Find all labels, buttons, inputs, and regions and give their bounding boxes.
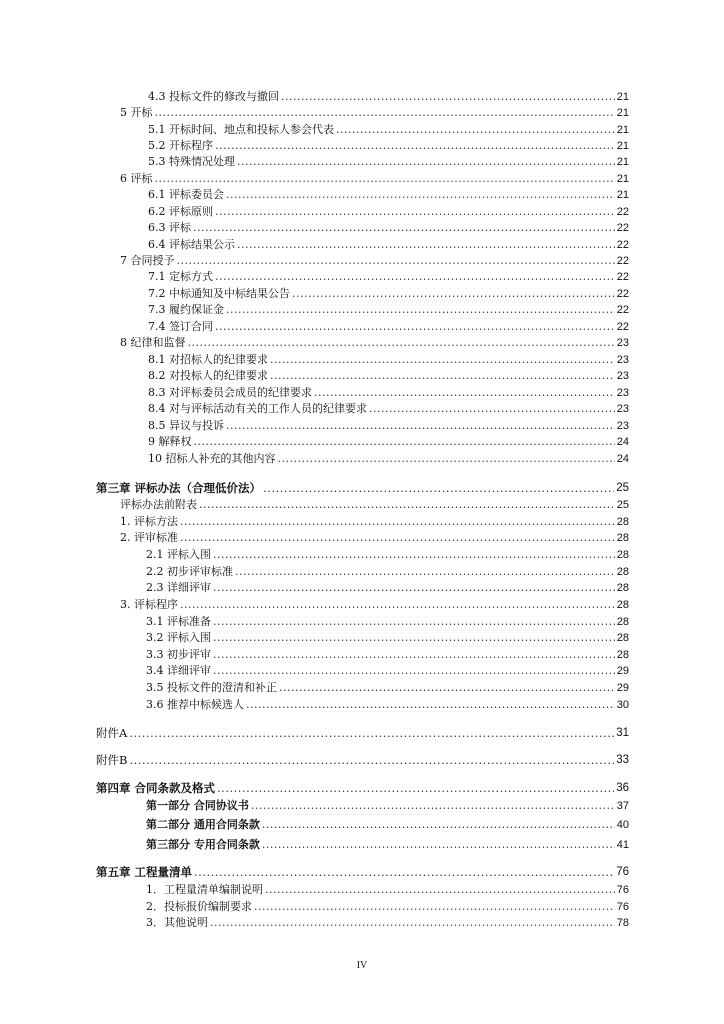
leader-dots bbox=[279, 681, 615, 695]
toc-entry[interactable] bbox=[120, 252, 629, 268]
leader-dots bbox=[213, 581, 615, 595]
leader-dots bbox=[314, 386, 615, 400]
toc-page-number: 22 bbox=[616, 206, 629, 218]
leader-dots bbox=[215, 320, 615, 334]
toc-entry[interactable] bbox=[146, 696, 629, 712]
toc-label: 第五章 工程量清单 bbox=[96, 865, 193, 879]
toc-label: 7.4 签订合同 bbox=[148, 320, 213, 333]
toc-entry[interactable] bbox=[146, 836, 629, 852]
toc-entry[interactable] bbox=[146, 881, 629, 897]
leader-dots bbox=[270, 369, 615, 383]
toc-page-number: 28 bbox=[616, 516, 629, 528]
leader-dots bbox=[235, 565, 615, 579]
leader-dots bbox=[188, 336, 615, 350]
toc-page-number: 25 bbox=[616, 482, 629, 494]
toc-label: 8.4 对与评标活动有关的工作人员的纪律要求 bbox=[148, 402, 367, 415]
toc-appendix-entry[interactable] bbox=[96, 724, 629, 740]
toc-label: 2.3 详细评审 bbox=[146, 581, 211, 594]
toc-page-number: 24 bbox=[616, 436, 629, 448]
toc-label: 2. 评审标准 bbox=[120, 531, 178, 544]
toc-entry[interactable] bbox=[148, 318, 629, 334]
toc-page-number: 41 bbox=[616, 839, 629, 851]
leader-dots bbox=[262, 818, 615, 832]
toc-entry[interactable] bbox=[146, 579, 629, 595]
toc-label: 8.1 对招标人的纪律要求 bbox=[148, 353, 268, 366]
toc-entry[interactable] bbox=[148, 400, 629, 416]
toc-page-number: 23 bbox=[616, 403, 629, 415]
toc-page-number: 21 bbox=[616, 173, 629, 185]
leader-dots bbox=[263, 481, 614, 495]
toc-chapter-entry[interactable] bbox=[96, 779, 629, 795]
toc-entry[interactable] bbox=[146, 662, 629, 678]
toc-entry[interactable] bbox=[146, 914, 629, 930]
toc-entry[interactable] bbox=[120, 104, 629, 120]
leader-dots bbox=[155, 172, 615, 186]
leader-dots bbox=[213, 664, 615, 678]
toc-page-number: 21 bbox=[616, 189, 629, 201]
toc-chapter-entry[interactable] bbox=[96, 479, 629, 495]
toc-page-number: 21 bbox=[616, 91, 629, 103]
toc-page-number: 23 bbox=[616, 337, 629, 349]
toc-page-number: 22 bbox=[616, 288, 629, 300]
leader-dots bbox=[217, 781, 614, 795]
toc-page-number: 28 bbox=[616, 566, 629, 578]
toc-page-number: 28 bbox=[616, 632, 629, 644]
toc-label: 7.1 定标方式 bbox=[148, 270, 213, 283]
leader-dots bbox=[213, 631, 615, 645]
toc-page-number: 33 bbox=[616, 754, 629, 766]
toc-label: 6.3 评标 bbox=[148, 221, 191, 234]
toc-label: 4.3 投标文件的修改与撤回 bbox=[148, 90, 279, 103]
leader-dots bbox=[246, 698, 615, 712]
toc-label: 3.5 投标文件的澄清和补正 bbox=[146, 681, 277, 694]
toc-label: 第四章 合同条款及格式 bbox=[96, 781, 216, 795]
leader-dots bbox=[369, 402, 615, 416]
toc-page-number: 25 bbox=[616, 499, 629, 511]
toc-entry[interactable] bbox=[148, 433, 629, 449]
toc-label: 8.2 对投标人的纪律要求 bbox=[148, 369, 268, 382]
toc-page-number: 22 bbox=[616, 255, 629, 267]
leader-dots bbox=[292, 287, 615, 301]
toc-entry[interactable] bbox=[146, 646, 629, 662]
toc-label: 2.2 初步评审标准 bbox=[146, 565, 233, 578]
leader-dots bbox=[177, 254, 615, 268]
toc-entry[interactable] bbox=[120, 596, 629, 612]
toc-label: 第二部分 通用合同条款 bbox=[146, 818, 260, 831]
toc-label: 3.4 详细评审 bbox=[146, 664, 211, 677]
leader-dots bbox=[213, 615, 615, 629]
leader-dots bbox=[336, 123, 615, 137]
toc-label: 8.5 异议与投诉 bbox=[148, 419, 224, 432]
toc-page-number: 28 bbox=[616, 532, 629, 544]
toc-page-number: 78 bbox=[616, 917, 629, 929]
toc-page-number: 21 bbox=[616, 156, 629, 168]
toc-label: 3.3 初步评审 bbox=[146, 648, 211, 661]
leader-dots bbox=[213, 648, 615, 662]
toc-page-number: 76 bbox=[616, 901, 629, 913]
toc-entry[interactable] bbox=[146, 816, 629, 832]
toc-label: 5 开标 bbox=[120, 106, 153, 119]
toc-page-number: 28 bbox=[616, 549, 629, 561]
leader-dots bbox=[237, 238, 615, 252]
leader-dots bbox=[193, 221, 615, 235]
page-number-footer: IV bbox=[356, 960, 368, 971]
toc-page-number: 28 bbox=[616, 599, 629, 611]
toc-entry[interactable] bbox=[120, 529, 629, 545]
toc-label: 3．其他说明 bbox=[146, 916, 208, 929]
toc-label: 附件A bbox=[96, 726, 128, 740]
toc-page-number: 21 bbox=[616, 124, 629, 136]
leader-dots bbox=[210, 916, 615, 930]
leader-dots bbox=[129, 753, 614, 767]
toc-entry[interactable] bbox=[120, 334, 629, 350]
toc-label: 3.6 推荐中标候选人 bbox=[146, 698, 244, 711]
toc-label: 1．工程量清单编制说明 bbox=[146, 883, 263, 896]
toc-entry[interactable] bbox=[148, 88, 629, 104]
toc-page-number: 23 bbox=[616, 387, 629, 399]
leader-dots bbox=[251, 799, 615, 813]
leader-dots bbox=[254, 900, 615, 914]
toc-entry[interactable] bbox=[120, 496, 629, 512]
toc-entry[interactable] bbox=[148, 285, 629, 301]
toc-page-number: 76 bbox=[616, 884, 629, 896]
leader-dots bbox=[215, 139, 615, 153]
toc-label: 3.2 评标入围 bbox=[146, 631, 211, 644]
toc-entry[interactable] bbox=[148, 186, 629, 202]
toc-page-number: 22 bbox=[616, 321, 629, 333]
toc-page-number: 22 bbox=[616, 222, 629, 234]
toc-page-number: 23 bbox=[616, 354, 629, 366]
leader-dots bbox=[199, 498, 615, 512]
toc-page-number: 76 bbox=[616, 866, 629, 878]
toc-entry[interactable] bbox=[148, 219, 629, 235]
toc-label: 2.1 评标入围 bbox=[146, 548, 211, 561]
toc-entry[interactable] bbox=[146, 546, 629, 562]
toc-label: 6.2 评标原则 bbox=[148, 205, 213, 218]
toc-label: 1. 评标方法 bbox=[120, 515, 178, 528]
toc-page-number: 30 bbox=[616, 699, 629, 711]
leader-dots bbox=[155, 106, 615, 120]
toc-entry[interactable] bbox=[146, 629, 629, 645]
toc-page-number: 28 bbox=[616, 616, 629, 628]
toc-entry[interactable] bbox=[146, 797, 629, 813]
toc-label: 8.3 对评标委员会成员的纪律要求 bbox=[148, 386, 312, 399]
toc-page-number: 31 bbox=[616, 727, 629, 739]
toc-page-number: 21 bbox=[616, 140, 629, 152]
toc-entry[interactable] bbox=[146, 563, 629, 579]
toc-entry[interactable] bbox=[148, 137, 629, 153]
toc-label: 第一部分 合同协议书 bbox=[146, 799, 249, 812]
toc-entry[interactable] bbox=[148, 367, 629, 383]
toc-page-number: 21 bbox=[616, 107, 629, 119]
leader-dots bbox=[262, 838, 615, 852]
toc-label: 5.1 开标时间、地点和投标人参会代表 bbox=[148, 123, 334, 136]
toc-entry[interactable] bbox=[148, 268, 629, 284]
toc-label: 5.3 特殊情况处理 bbox=[148, 155, 235, 168]
toc-label: 评标办法前附表 bbox=[120, 498, 197, 511]
leader-dots bbox=[237, 155, 615, 169]
leader-dots bbox=[281, 90, 615, 104]
toc-page-number: 29 bbox=[616, 682, 629, 694]
leader-dots bbox=[129, 726, 614, 740]
toc-page-number: 22 bbox=[616, 239, 629, 251]
toc-entry[interactable] bbox=[146, 679, 629, 695]
toc-label: 10 招标人补充的其他内容 bbox=[148, 452, 276, 465]
toc-entry[interactable] bbox=[148, 351, 629, 367]
toc-label: 6.1 评标委员会 bbox=[148, 188, 224, 201]
leader-dots bbox=[226, 303, 615, 317]
toc-label: 9 解释权 bbox=[148, 435, 192, 448]
toc-entry[interactable] bbox=[120, 513, 629, 529]
toc-page-number: 40 bbox=[616, 819, 629, 831]
toc-entry[interactable] bbox=[146, 613, 629, 629]
toc-entry[interactable] bbox=[148, 301, 629, 317]
toc-entry[interactable] bbox=[148, 417, 629, 433]
toc-page-number: 22 bbox=[616, 304, 629, 316]
toc-label: 6 评标 bbox=[120, 172, 153, 185]
toc-label: 5.2 开标程序 bbox=[148, 139, 213, 152]
toc-label: 8 纪律和监督 bbox=[120, 336, 186, 349]
toc-label: 3.1 评标准备 bbox=[146, 615, 211, 628]
toc-entry[interactable] bbox=[120, 170, 629, 186]
toc-entry[interactable] bbox=[146, 898, 629, 914]
leader-dots bbox=[215, 205, 615, 219]
leader-dots bbox=[265, 883, 615, 897]
toc-entry[interactable] bbox=[148, 203, 629, 219]
toc-page-number: 28 bbox=[616, 582, 629, 594]
toc-entry[interactable] bbox=[148, 153, 629, 169]
toc-page-number: 28 bbox=[616, 649, 629, 661]
leader-dots bbox=[180, 598, 615, 612]
toc-page-number: 24 bbox=[616, 453, 629, 465]
leader-dots bbox=[270, 353, 615, 367]
leader-dots bbox=[215, 270, 615, 284]
toc-page-number: 23 bbox=[616, 370, 629, 382]
leader-dots bbox=[180, 531, 615, 545]
leader-dots bbox=[194, 435, 615, 449]
leader-dots bbox=[180, 515, 615, 529]
toc-label: 第三章 评标办法（合理低价法） bbox=[96, 481, 262, 495]
leader-dots bbox=[226, 188, 615, 202]
leader-dots bbox=[226, 419, 615, 433]
toc-label: 2．投标报价编制要求 bbox=[146, 900, 252, 913]
toc-entry[interactable] bbox=[148, 384, 629, 400]
toc-entry[interactable] bbox=[148, 450, 629, 466]
toc-label: 7.3 履约保证金 bbox=[148, 303, 224, 316]
toc-entry[interactable] bbox=[148, 236, 629, 252]
leader-dots bbox=[213, 548, 615, 562]
toc-label: 附件B bbox=[96, 753, 128, 767]
toc-label: 7.2 中标通知及中标结果公告 bbox=[148, 287, 290, 300]
toc-page-number: 37 bbox=[616, 800, 629, 812]
toc-label: 7 合同授予 bbox=[120, 254, 175, 267]
toc-page-number: 36 bbox=[616, 782, 629, 794]
toc-label: 6.4 评标结果公示 bbox=[148, 238, 235, 251]
toc-label: 3. 评标程序 bbox=[120, 598, 178, 611]
toc-appendix-entry[interactable] bbox=[96, 751, 629, 767]
toc-entry[interactable] bbox=[148, 121, 629, 137]
toc-chapter-entry[interactable] bbox=[96, 863, 629, 879]
toc-page-number: 23 bbox=[616, 420, 629, 432]
toc-page-number: 29 bbox=[616, 665, 629, 677]
toc-page-number: 22 bbox=[616, 271, 629, 283]
leader-dots bbox=[278, 452, 615, 466]
leader-dots bbox=[194, 865, 614, 879]
toc-label: 第三部分 专用合同条款 bbox=[146, 838, 260, 851]
